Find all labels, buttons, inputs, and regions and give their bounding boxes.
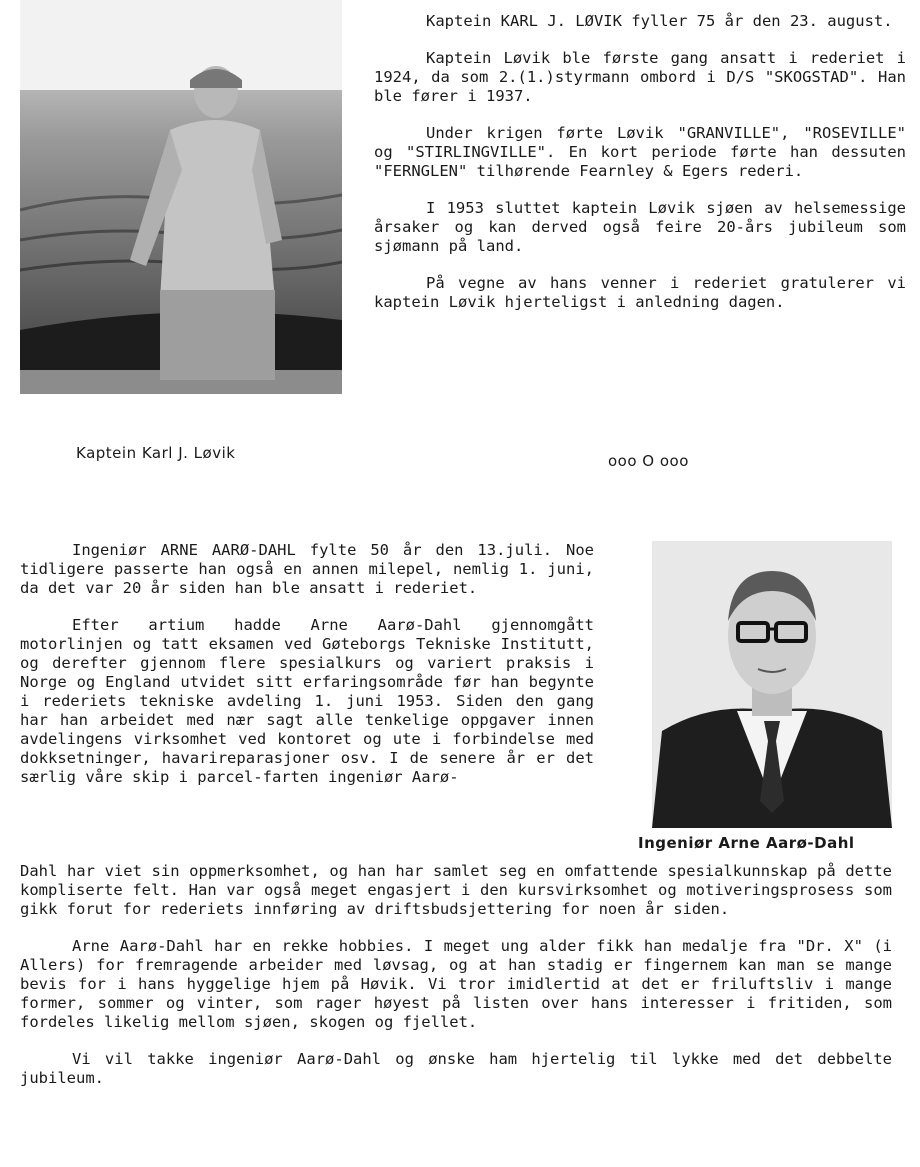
article2-text-wide: [20, 862, 892, 1088]
photo-captain-lovik: [20, 0, 342, 394]
article1-paragraph-1: Kaptein KARL J. LØVIK fyller 75 år den 23. august.: [426, 12, 893, 30]
article1-paragraph-4: I 1953 sluttet kaptein Løvik sjøen av helsemessige årsaker og kan derved også feire 20-års jubileum som sjømann på land.: [374, 199, 906, 255]
photo-engineer-aaro-dahl: [652, 541, 892, 828]
article1-paragraph-3: Under krigen førte Løvik "GRANVILLE", "ROSEVILLE" og "STIRLINGVILLE". En kort periode førte han dessuten "FERNGLEN" tilhørende Fearnley & Egers rederi.: [374, 124, 906, 180]
article2-paragraph-2: Efter artium hadde Arne Aarø-Dahl gjennomgått motorlinjen og tatt eksamen ved Gøteborgs Tekniske Institutt, og derefter gjennom flere spesialkurs og variert praksis i Norge og England utvidet sitt erfaringsområde før han begynte i rederiets tekniske avdeling 1. juni 1953. Siden den gang har han arbeidet med nær sagt alle tenkelige oppgaver innen avdelingens virksomhet ved kontoret og ute i forbindelse med dokksetninger, havarireparasjoner osv. I de senere år er det særlig våre skip i parcel-farten ingeniør Aarø-: [20, 616, 594, 786]
article1-photo-caption: Kaptein Karl J. Løvik: [76, 444, 236, 462]
article2-paragraph-2-continued: Dahl har viet sin oppmerksomhet, og han har samlet seg en omfattende spesialkunnskap på dette kompliserte felt. Han var også meget engasjert i den kursvirksomhet og motiveringsprosess som gikk forut for rederiets innføring av driftsbudsjettering for noen år siden.: [20, 862, 892, 918]
article1-paragraph-5: På vegne av hans venner i rederiet gratulerer vi kaptein Løvik hjerteligst i anledning dagen.: [374, 274, 906, 311]
article2-text-narrow: [20, 541, 594, 787]
article2-photo-caption: Ingeniør Arne Aarø-Dahl: [638, 834, 855, 852]
article2-paragraph-3: Arne Aarø-Dahl har en rekke hobbies. I meget ung alder fikk han medalje fra "Dr. X" (i Allers) for fremragende arbeider med løvsag, og at han stadig er fingernem kan man se mange bevis for i hans hyggelige hjem på Høvik. Vi tror imidlertid at det er friluftsliv i mange former, sommer og vinter, som rager høyest på listen over hans interesser i fritiden, som fordeles likelig mellom sjøen, skogen og fjellet.: [20, 937, 892, 1031]
article2-paragraph-4: Vi vil takke ingeniør Aarø-Dahl og ønske ham hjertelig til lykke med det debbelte jubileum.: [20, 1050, 892, 1087]
section-separator: ooo O ooo: [608, 452, 689, 470]
article2-paragraph-1: Ingeniør ARNE AARØ-DAHL fylte 50 år den 13.juli. Noe tidligere passerte han også en annen milepel, nemlig 1. juni, da det var 20 år siden han ble ansatt i rederiet.: [20, 541, 594, 597]
article1-text: [374, 12, 906, 330]
article1-paragraph-2: Kaptein Løvik ble første gang ansatt i rederiet i 1924, da som 2.(1.)styrmann ombord i D/S "SKOGSTAD". Han ble fører i 1937.: [374, 49, 906, 105]
